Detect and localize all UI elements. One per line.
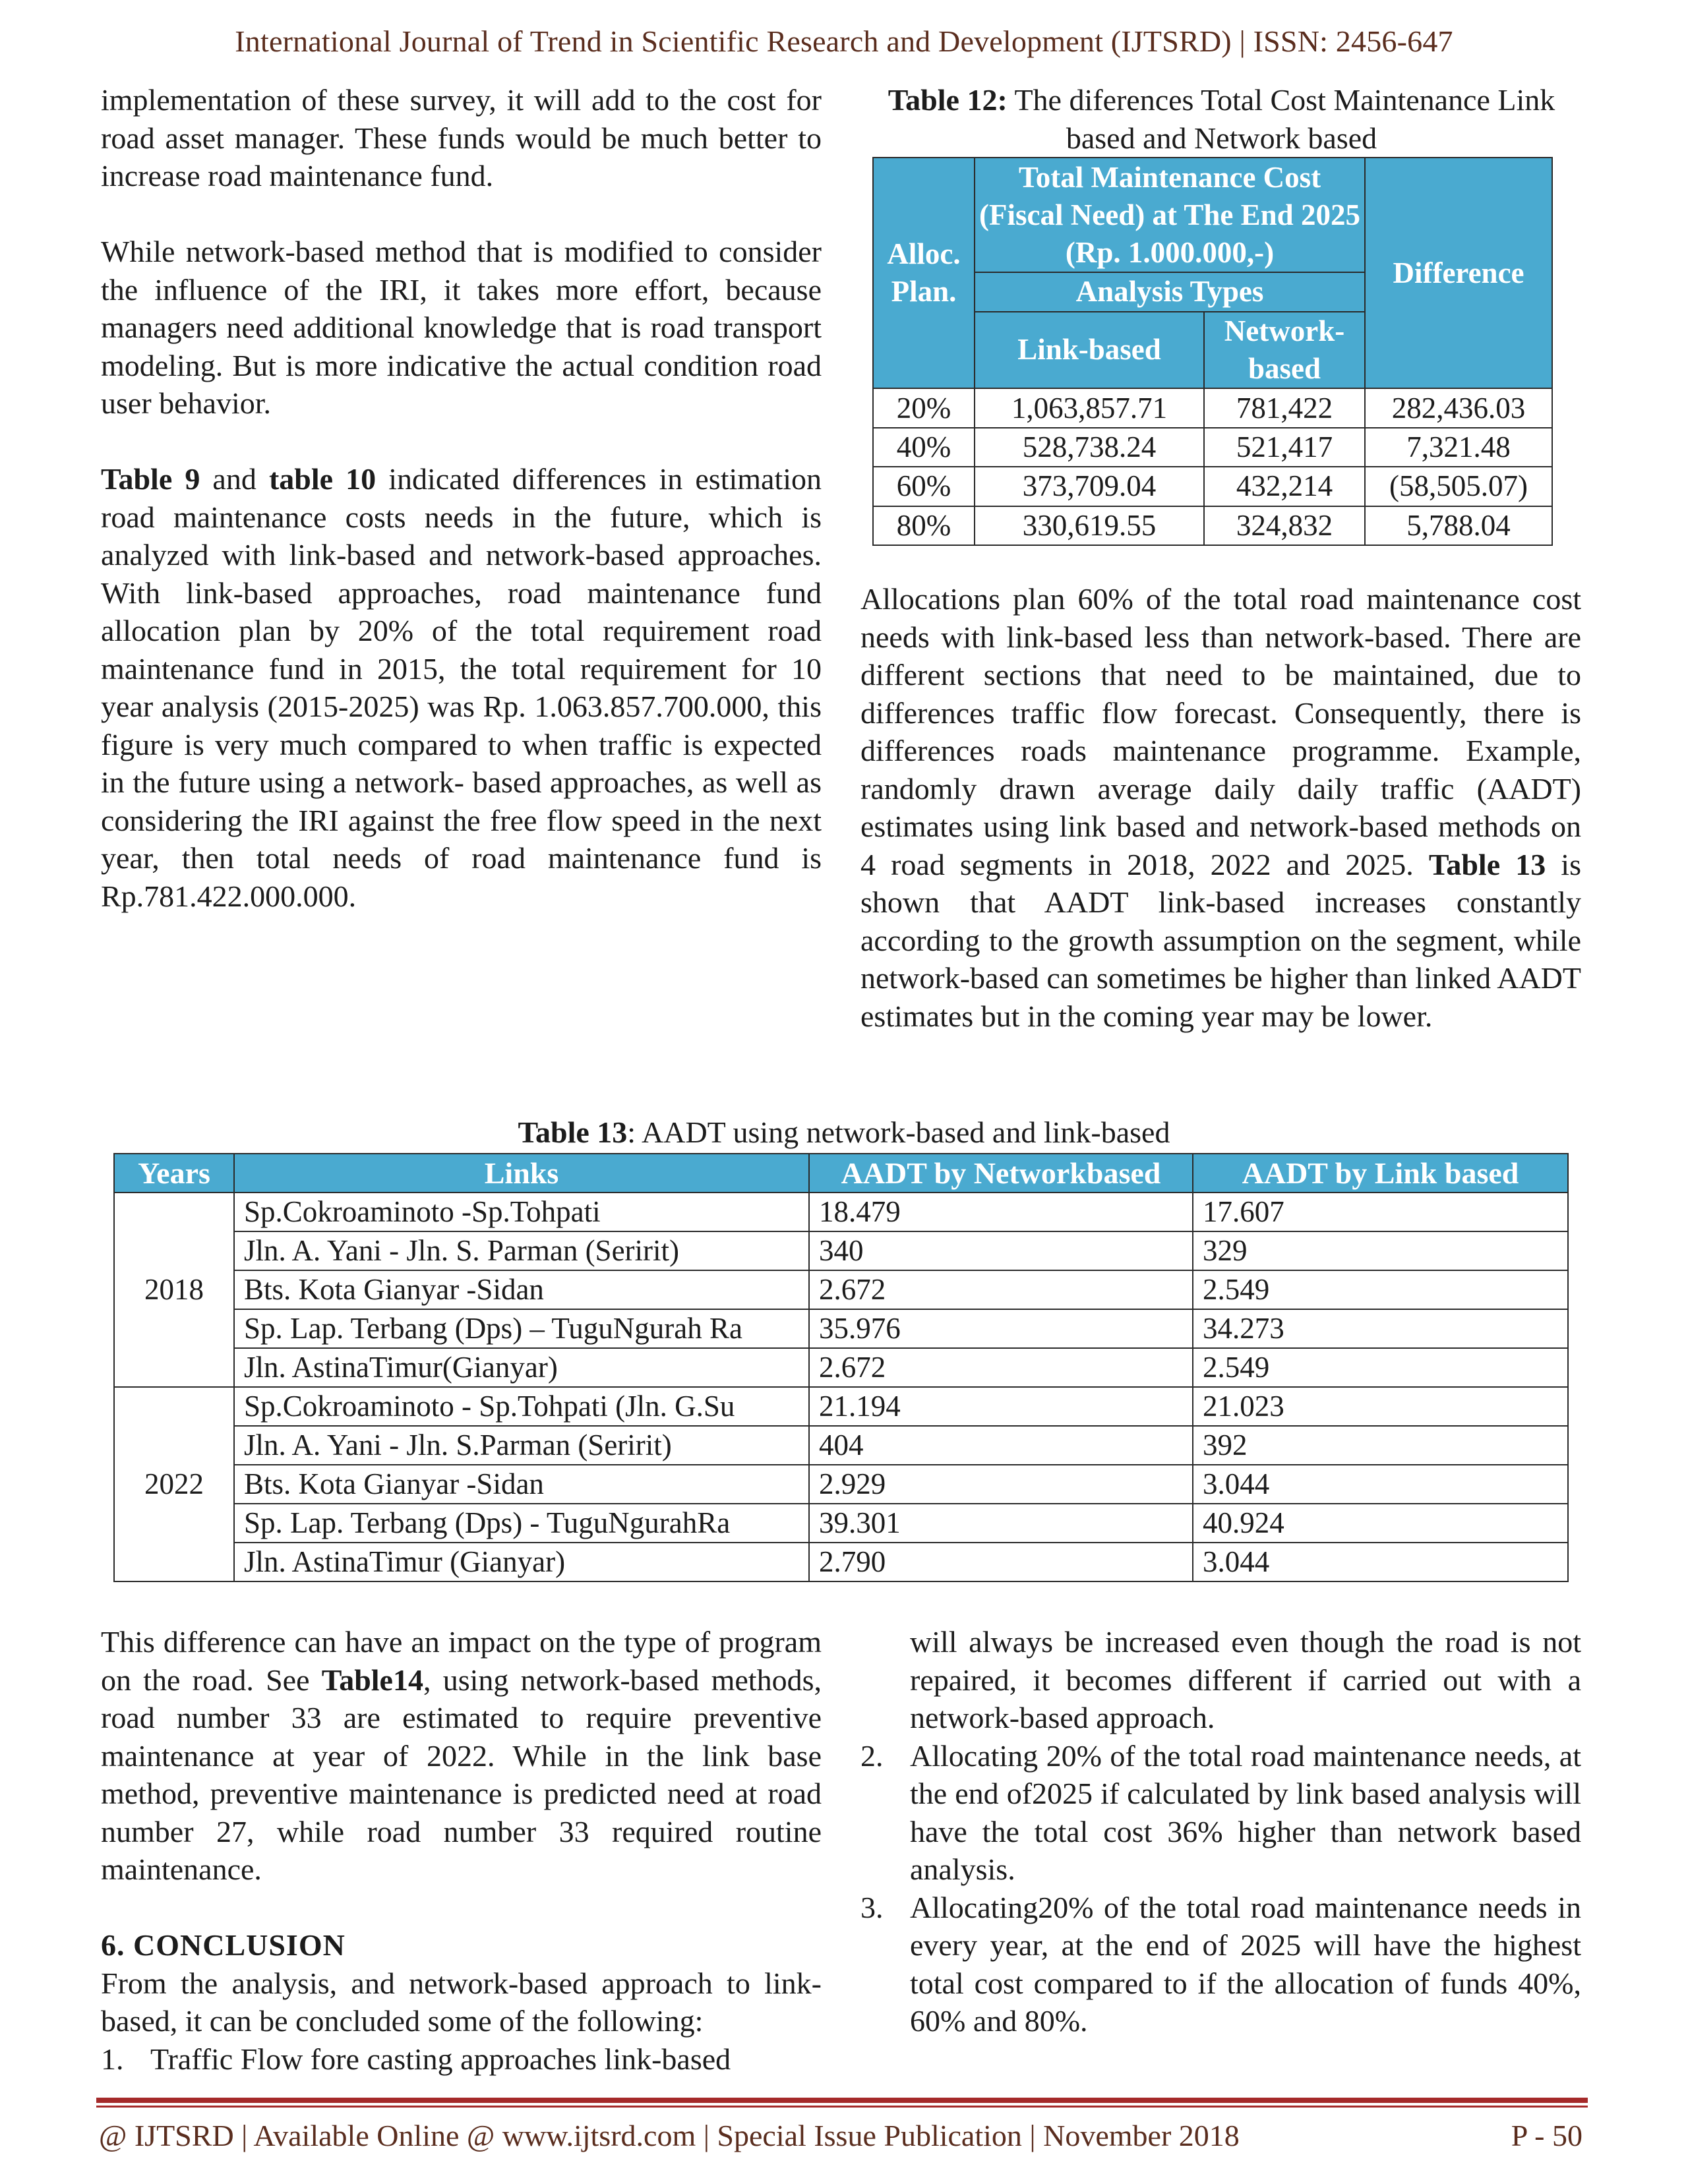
table13-cell: Bts. Kota Gianyar -Sidan xyxy=(234,1270,809,1309)
paragraph-network-method: While network-based method that is modified to consider the influence of the IRI, it takes more effort, because managers need additional knowledge that is road transport modeling. But is more indicative the actual condition road user behavior. xyxy=(101,235,822,420)
table13-cell: 18.479 xyxy=(809,1193,1193,1231)
table12-cell: 5,788.04 xyxy=(1365,506,1552,545)
table12-cell: 324,832 xyxy=(1204,506,1365,545)
paragraph-allocations xyxy=(860,580,1581,1035)
table13-cell: 39.301 xyxy=(809,1504,1193,1543)
table12-cell: 20% xyxy=(873,388,975,427)
table13-caption xyxy=(112,1113,1576,1152)
table-row xyxy=(114,1270,1568,1309)
table13-year: 2022 xyxy=(114,1387,234,1581)
footer-rule-thin xyxy=(96,2106,1588,2108)
table-row xyxy=(114,1309,1568,1348)
table12-cell: 1,063,857.71 xyxy=(975,388,1204,427)
table12-cell: 781,422 xyxy=(1204,388,1365,427)
table-row xyxy=(873,467,1552,506)
table13-header-network: AADT by Networkbased xyxy=(809,1154,1193,1193)
table-row xyxy=(114,1543,1568,1581)
table13-cell: Jln. A. Yani - Jln. S.Parman (Seririt) xyxy=(234,1426,809,1465)
paragraph-conclusion: From the analysis, and network-based approach to link-based, it can be concluded some of the following: xyxy=(101,1966,822,2038)
table13-cell: 2.790 xyxy=(809,1543,1193,1581)
table12-cell: 60% xyxy=(873,467,975,506)
table13-cell: 329 xyxy=(1193,1231,1568,1270)
table-row xyxy=(873,388,1552,427)
table13-cell: Sp.Cokroaminoto -Sp.Tohpati xyxy=(234,1193,809,1231)
table9-10-text: indicated differences in estimation road maintenance costs needs in the future, which is analyzed with link-based and network-based approaches. With link-based approaches, road maintenance fund allocation plan by 20% of the total requirement road maintenance fund in 2015, the total requirement for 10 year analysis (2015-2025) was Rp. 1.063.857.700.000, this figure is very much compared to when traffic is expected in the future using a network- based approaches, as well as considering the IRI against the free flow speed in the next year, then total needs of road maintenance fund is Rp.781.422.000.000. xyxy=(101,462,822,913)
table13-ref: Table 13 xyxy=(1428,847,1546,881)
impact-text: This difference can have an impact on the type of program on the road. See xyxy=(101,1625,822,1697)
table12-caption-text: The diferences Total Cost Maintenance Link based and Network based xyxy=(1007,83,1555,155)
table-row xyxy=(873,506,1552,545)
table10-ref: table 10 xyxy=(268,462,377,496)
list-item xyxy=(101,2040,822,2079)
list-number: 2. xyxy=(860,1738,884,1773)
table13-cell: Jln. AstinaTimur(Gianyar) xyxy=(234,1348,809,1387)
table12-caption xyxy=(870,81,1573,157)
paragraph-impact xyxy=(101,1623,822,1889)
table12-cell: 40% xyxy=(873,428,975,467)
table9-ref: Table 9 xyxy=(101,462,200,496)
table13-cell: 35.976 xyxy=(809,1309,1193,1348)
table13-cell: 2.929 xyxy=(809,1465,1193,1504)
table13-header-years: Years xyxy=(114,1154,234,1193)
table13-cell: Sp. Lap. Terbang (Dps) - TuguNgurahRa xyxy=(234,1504,809,1543)
table-row xyxy=(114,1426,1568,1465)
table13-cell: 40.924 xyxy=(1193,1504,1568,1543)
table12-cell: (58,505.07) xyxy=(1365,467,1552,506)
table13-cell: 34.273 xyxy=(1193,1309,1568,1348)
list-number: 3. xyxy=(860,1890,884,1924)
right-column-upper xyxy=(860,580,1581,1035)
list-text: Traffic Flow fore casting approaches link-based xyxy=(150,2042,731,2076)
table13-cell: 21.023 xyxy=(1193,1387,1568,1426)
conclusion-heading: 6. CONCLUSION xyxy=(101,1928,346,1962)
table14-ref: Table14 xyxy=(321,1663,423,1697)
table-row xyxy=(114,1465,1568,1504)
table12-cell: 7,321.48 xyxy=(1365,428,1552,467)
table13-cell: 2.672 xyxy=(809,1348,1193,1387)
table12-cell: 282,436.03 xyxy=(1365,388,1552,427)
table12 xyxy=(872,157,1553,546)
table-row xyxy=(114,1504,1568,1543)
table13-caption-text: : AADT using network-based and link-based xyxy=(627,1115,1170,1149)
table12-cell: 330,619.55 xyxy=(975,506,1204,545)
list-text: Allocating 20% of the total road maintenance needs, at the end of2025 if calculated by link based analysis will have the total cost 36% higher than network based analysis. xyxy=(910,1738,1581,1886)
page-footer xyxy=(99,2118,1582,2153)
footer-rule xyxy=(96,2098,1588,2103)
table13-cell: 2.549 xyxy=(1193,1348,1568,1387)
list-text: Allocating20% of the total road maintenance needs in every year, at the end of 2025 will have the highest total cost compared to if the allocation of funds 40%, 60% and 80%. xyxy=(910,1890,1581,2038)
table13-header-links: Links xyxy=(234,1154,809,1193)
list-text: will always be increased even though the road is not repaired, it becomes different if carried out with a network-based approach. xyxy=(910,1625,1581,1734)
table12-cell: 373,709.04 xyxy=(975,467,1204,506)
journal-header: International Journal of Trend in Scientific Research and Development (IJTSRD) | ISSN: 2456-647 xyxy=(235,24,1453,58)
table12-cell: 80% xyxy=(873,506,975,545)
right-column-lower xyxy=(860,1623,1581,2040)
table-row xyxy=(873,428,1552,467)
table13-cell: Bts. Kota Gianyar -Sidan xyxy=(234,1465,809,1504)
table12-cell: 432,214 xyxy=(1204,467,1365,506)
table13-cell: Sp.Cokroaminoto - Sp.Tohpati (Jln. G.Su xyxy=(234,1387,809,1426)
paragraph-table9-10 xyxy=(101,460,822,915)
table12-header-difference: Difference xyxy=(1365,158,1552,388)
table12-header-total: Total Maintenance Cost (Fiscal Need) at The End 2025 (Rp. 1.000.000,-) xyxy=(975,158,1365,272)
table13-year: 2018 xyxy=(114,1193,234,1387)
table13-cell: 2.672 xyxy=(809,1270,1193,1309)
left-column-upper xyxy=(101,81,822,915)
footer-text: @ IJTSRD | Available Online @ www.ijtsrd.com | Special Issue Publication | November 2018 xyxy=(99,2119,1240,2152)
table-row xyxy=(114,1387,1568,1426)
table13 xyxy=(113,1153,1569,1582)
table13-cell: 2.549 xyxy=(1193,1270,1568,1309)
table13-cell: 392 xyxy=(1193,1426,1568,1465)
list-item xyxy=(860,1737,1581,1889)
table12-header-link: Link-based xyxy=(975,312,1204,389)
table13-cell: 340 xyxy=(809,1231,1193,1270)
table13-cell: 3.044 xyxy=(1193,1465,1568,1504)
list-number: 1. xyxy=(101,2042,124,2076)
impact-text-end: , using network-based methods, road number 33 are estimated to require preventive maintenance at year of 2022. While in the link base method, preventive maintenance is predicted need at road number 27, while road number 33 required routine maintenance. xyxy=(101,1663,822,1886)
allocations-text: Allocations plan 60% of the total road maintenance cost needs with link-based less than network-based. There are different sections that need to be maintained, due to differences traffic flow forecast. Consequently, there is differences roads maintenance programme. Example, randomly drawn average daily daily traffic (AADT) estimates using link based and network-based methods on 4 road segments in 2018, 2022 and 2025. xyxy=(860,582,1581,881)
table13-cell: 17.607 xyxy=(1193,1193,1568,1231)
table13-cell: 21.194 xyxy=(809,1387,1193,1426)
list-item-continued xyxy=(860,1623,1581,1737)
table-row xyxy=(114,1193,1568,1231)
table13-header-link: AADT by Link based xyxy=(1193,1154,1568,1193)
table12-cell: 521,417 xyxy=(1204,428,1365,467)
allocations-text-end: is shown that AADT link-based increases constantly according to the growth assumption on the segment, while network-based can sometimes be higher than linked AADT estimates but in the coming year may be lower. xyxy=(860,847,1581,1033)
list-item xyxy=(860,1889,1581,2040)
table13-cell: 404 xyxy=(809,1426,1193,1465)
table12-header-analysis: Analysis Types xyxy=(975,272,1365,311)
page-number: P - 50 xyxy=(1511,2119,1582,2152)
table13-cell: 3.044 xyxy=(1193,1543,1568,1581)
table12-header-alloc: Alloc. Plan. xyxy=(873,158,975,388)
table12-header-network: Network-based xyxy=(1204,312,1365,389)
table12-caption-label: Table 12: xyxy=(888,83,1008,117)
table13-cell: Jln. AstinaTimur (Gianyar) xyxy=(234,1543,809,1581)
table13-cell: Sp. Lap. Terbang (Dps) – TuguNgurah Ra xyxy=(234,1309,809,1348)
table13-caption-label: Table 13 xyxy=(518,1115,628,1149)
left-column-lower xyxy=(101,1623,822,2078)
table12-cell: 528,738.24 xyxy=(975,428,1204,467)
table13-cell: Jln. A. Yani - Jln. S. Parman (Seririt) xyxy=(234,1231,809,1270)
table-row xyxy=(114,1348,1568,1387)
table-row xyxy=(114,1231,1568,1270)
and-text: and xyxy=(200,462,269,496)
paragraph-cost: implementation of these survey, it will add to the cost for road asset manager. These funds would be much better to increase road maintenance fund. xyxy=(101,83,822,192)
